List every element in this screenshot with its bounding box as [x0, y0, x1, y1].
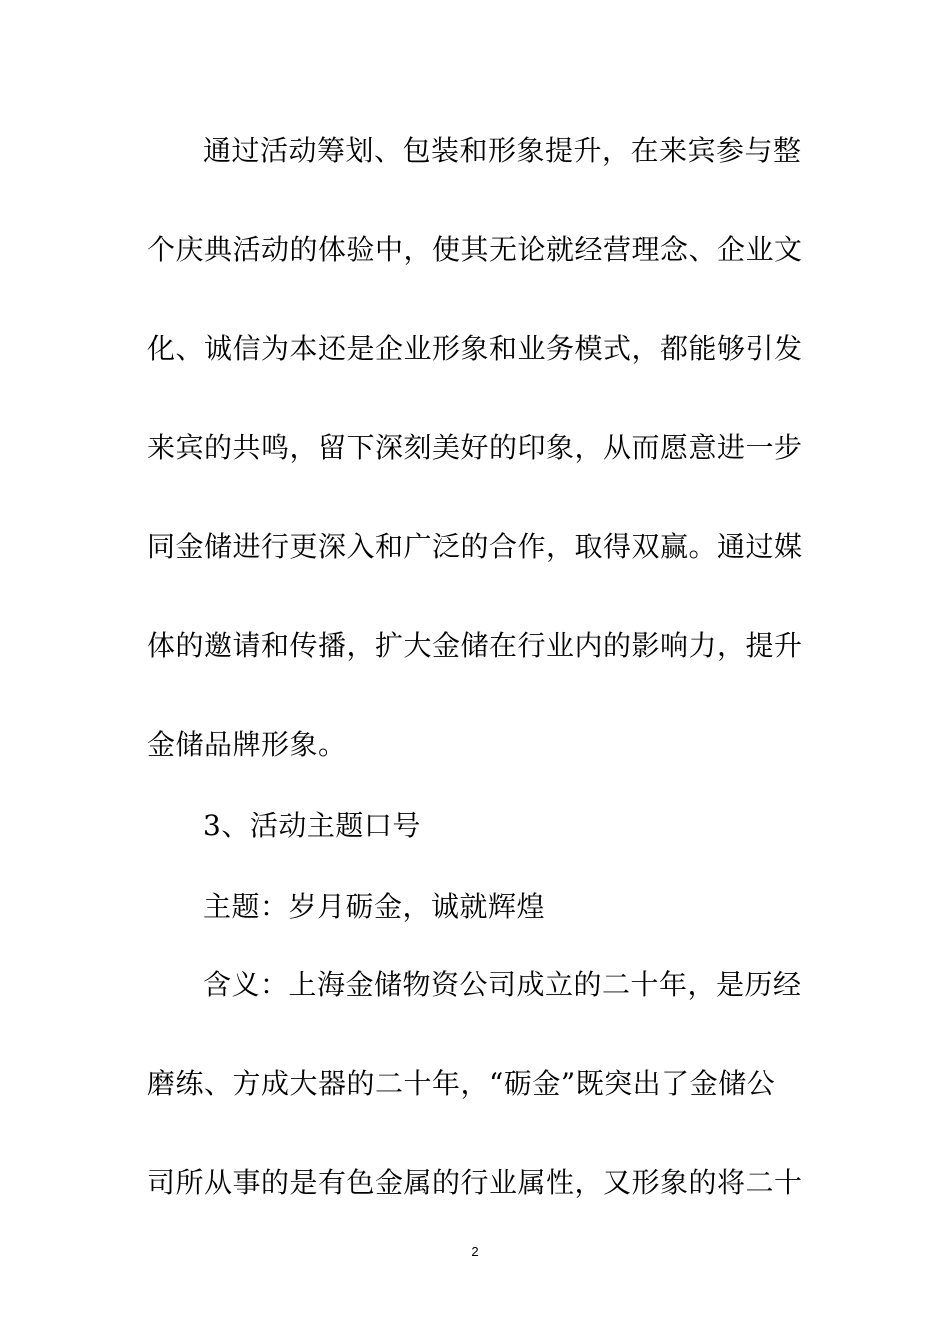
paragraph-1-line-1: 通过活动筹划、包装和形象提升，在来宾参与整 [203, 134, 802, 167]
paragraph-1-line-2: 个庆典活动的体验中，使其无论就经营理念、企业文 [147, 233, 803, 266]
page-number: 2 [471, 1244, 479, 1259]
paragraph-2-line-2: 磨练、方成大器的二十年，“砺金”既突出了金储公 [147, 1067, 776, 1100]
paragraph-1-line-3: 化、诚信为本还是企业形象和业务模式，都能够引发 [147, 332, 803, 365]
theme-line: 主题：岁月砺金，诚就辉煌 [203, 890, 546, 923]
paragraph-1-line-4: 来宾的共鸣，留下深刻美好的印象，从而愿意进一步 [147, 431, 803, 464]
paragraph-2-line-3: 司所从事的是有色金属的行业属性，又形象的将二十 [147, 1166, 803, 1199]
paragraph-1-line-6: 体的邀请和传播，扩大金储在行业内的影响力，提升 [147, 629, 803, 662]
paragraph-2-line-1: 含义：上海金储物资公司成立的二十年，是历经 [203, 968, 802, 1001]
paragraph-1-line-7: 金储品牌形象。 [147, 728, 347, 761]
section-heading: 3、活动主题口号 [203, 809, 421, 842]
paragraph-1-line-5: 同金储进行更深入和广泛的合作，取得双赢。通过媒 [147, 530, 803, 563]
